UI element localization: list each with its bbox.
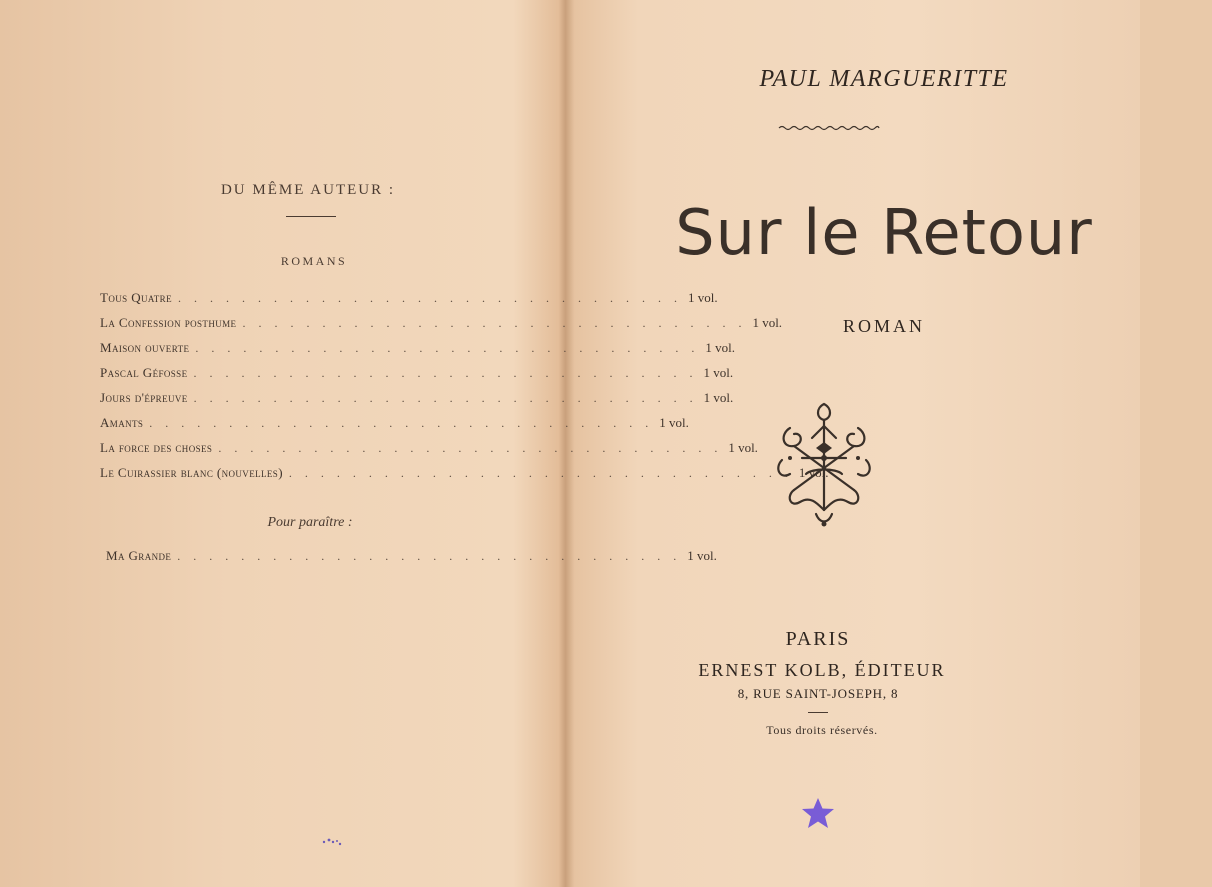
rights-notice: Tous droits réservés. [766, 723, 878, 737]
work-volumes: 1 vol. [659, 415, 689, 430]
work-title: Maison ouverte [100, 340, 190, 355]
ornamental-monogram-icon [772, 398, 876, 535]
publisher-name: ERNEST KOLB, ÉDITEUR [698, 660, 946, 680]
genre-label: ROMAN [842, 316, 925, 336]
work-volumes: 1 vol. [703, 390, 734, 405]
list-item [100, 365, 734, 390]
work-title: Pascal Géfosse [100, 365, 188, 380]
list-item [106, 548, 717, 573]
works-list [100, 290, 829, 490]
list-item [100, 465, 829, 490]
novels-subheading: ROMANS [280, 254, 348, 268]
work-volumes: 1 vol. [752, 315, 783, 330]
work-title: Ma Grande [106, 548, 172, 563]
publication-city: PARIS [785, 628, 851, 650]
work-title: La Confession posthume [100, 315, 237, 330]
list-item [100, 390, 734, 415]
upcoming-list [106, 548, 717, 573]
work-title: Jours d'épreuve [100, 390, 188, 405]
right-page [556, 0, 1140, 887]
work-title: Tous Quatre [100, 290, 172, 305]
work-volumes: 1 vol. [798, 465, 829, 480]
ink-mark-icon [322, 836, 344, 851]
work-volumes: 1 vol. [687, 548, 717, 563]
leader-dots: . . . . . . . . . . . . . . . . . . . . . . . . . . . . . . . . [177, 549, 682, 563]
leader-dots: . . . . . . . . . . . . . . . . . . . . . . . . . . . . . . . . [218, 441, 723, 455]
list-item [100, 290, 718, 315]
list-item [100, 340, 735, 365]
work-volumes: 1 vol. [705, 340, 735, 355]
leader-dots: . . . . . . . . . . . . . . . . . . . . . . . . . . . . . . . . [242, 316, 747, 330]
work-volumes: 1 vol. [687, 290, 718, 305]
address-rule [808, 712, 828, 713]
leader-dots: . . . . . . . . . . . . . . . . . . . . . . . . . . . . . . . . [193, 391, 698, 405]
wavy-rule-icon [778, 120, 880, 138]
leader-dots: . . . . . . . . . . . . . . . . . . . . . . . . . . . . . . . . [288, 466, 793, 480]
leader-dots: . . . . . . . . . . . . . . . . . . . . . . . . . . . . . . . . [177, 291, 682, 305]
work-volumes: 1 vol. [728, 440, 758, 455]
work-title: La force des choses [100, 440, 213, 455]
work-volumes: 1 vol. [703, 365, 734, 380]
work-title: Amants [100, 415, 144, 430]
work-title: Le Cuirassier blanc (nouvelles) [100, 465, 283, 480]
list-item [100, 440, 758, 465]
author-name: PAUL MARGUERITTE [759, 66, 1009, 92]
purple-star-stamp-icon [800, 796, 836, 835]
heading-rule [286, 216, 336, 217]
leader-dots: . . . . . . . . . . . . . . . . . . . . . . . . . . . . . . . . [149, 416, 654, 430]
leader-dots: . . . . . . . . . . . . . . . . . . . . . . . . . . . . . . . . [195, 341, 700, 355]
list-item [100, 315, 783, 340]
publisher-address: 8, RUE SAINT-JOSEPH, 8 [737, 686, 899, 701]
leader-dots: . . . . . . . . . . . . . . . . . . . . . . . . . . . . . . . . [193, 366, 698, 380]
book-title: Sur le Retour [675, 196, 1093, 269]
upcoming-label: Pour paraître : [267, 515, 353, 530]
list-item [100, 415, 689, 440]
same-author-heading: DU MÊME AUTEUR : [220, 182, 396, 198]
